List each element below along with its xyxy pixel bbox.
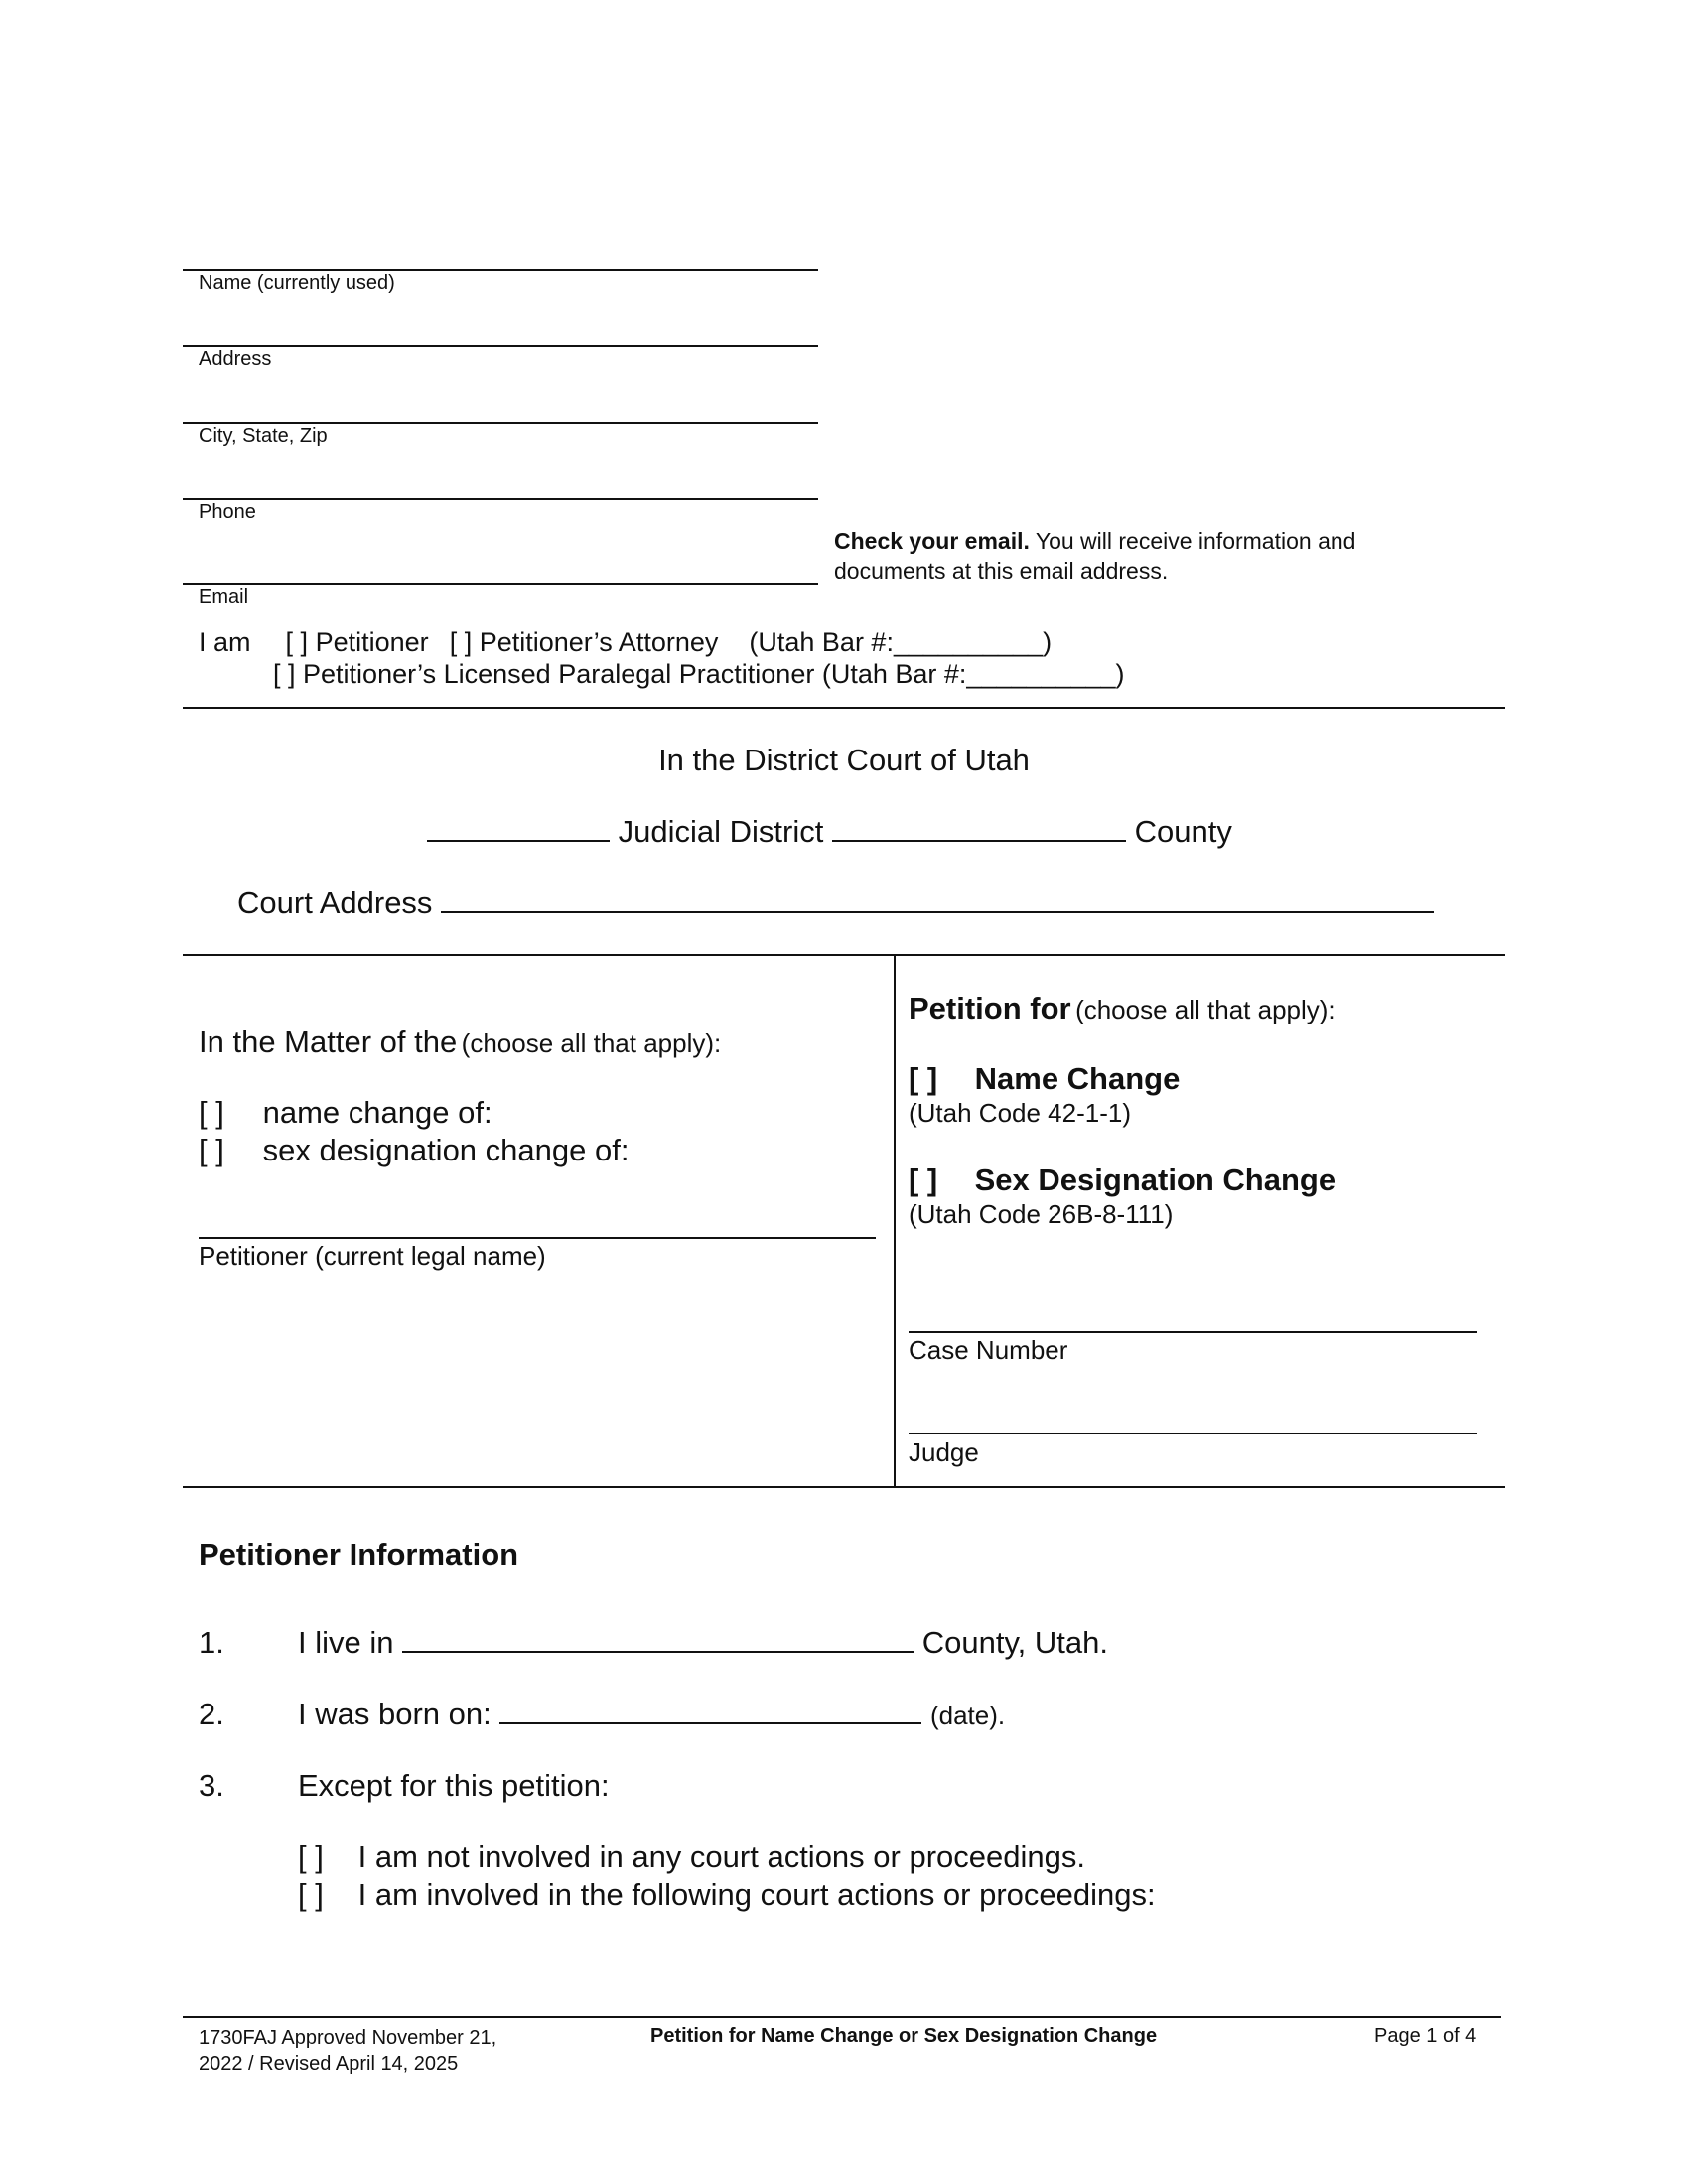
petitioner-name-label: Petitioner (current legal name) (199, 1241, 546, 1271)
involved-label: I am involved in the following court actions or proceedings: (357, 1877, 1156, 1912)
role-line-1 (199, 627, 1052, 658)
court-address-line (237, 886, 1434, 921)
name-change-option-label: name change of: (262, 1095, 492, 1130)
involved-option (298, 1877, 1156, 1913)
email-label: Email (199, 586, 249, 608)
petition-for-choose: (choose all that apply): (1075, 995, 1336, 1024)
sex-change-checkbox[interactable]: [ ] (199, 1133, 224, 1167)
phone-line[interactable] (183, 498, 818, 500)
matter-heading (199, 1024, 721, 1060)
phone-label: Phone (199, 501, 256, 523)
name-change-code: (Utah Code 42-1-1) (909, 1098, 1131, 1128)
county-blank[interactable] (832, 816, 1126, 842)
not-involved-label: I am not involved in any court actions or proceedings. (357, 1840, 1085, 1874)
section-heading: Petitioner Information (199, 1537, 519, 1571)
matter-label: In the Matter of the (199, 1024, 458, 1059)
item-1 (298, 1625, 1108, 1661)
email-notice (834, 526, 1450, 586)
court-address-blank[interactable] (441, 887, 1434, 913)
email-line[interactable] (183, 583, 818, 585)
county-label: County (1134, 814, 1232, 849)
item-2-pre: I was born on: (298, 1697, 492, 1731)
involved-checkbox[interactable]: [ ] (298, 1877, 324, 1912)
court-title: In the District Court of Utah (658, 743, 1030, 777)
birth-date-blank[interactable] (499, 1699, 921, 1724)
county-of-residence-blank[interactable] (402, 1627, 914, 1653)
name-change-checkbox[interactable]: [ ] (199, 1095, 224, 1130)
footer-line (183, 2016, 1501, 2018)
email-notice-text: You will receive information and documents at this email address. (834, 528, 1356, 584)
petition-for-label: Petition for (909, 991, 1071, 1025)
header-divider (183, 707, 1505, 709)
case-number-label: Case Number (909, 1335, 1068, 1365)
name-change-option (199, 1095, 492, 1131)
judge-line[interactable] (909, 1433, 1477, 1434)
not-involved-checkbox[interactable]: [ ] (298, 1840, 324, 1874)
petitioner-checkbox[interactable]: [ ] (285, 627, 309, 657)
city-line[interactable] (183, 422, 818, 424)
footer-page-number: Page 1 of 4 (1374, 2025, 1477, 2047)
footer-title: Petition for Name Change or Sex Designation Change (650, 2025, 1158, 2047)
sex-change-option-label: sex designation change of: (262, 1133, 630, 1167)
caption-divider (894, 955, 896, 1486)
district-blank[interactable] (427, 816, 610, 842)
item-2-post: (date). (929, 1701, 1006, 1730)
item-2 (298, 1697, 1005, 1732)
caption-top-line (183, 954, 1505, 956)
city-label: City, State, Zip (199, 425, 328, 447)
judge-label: Judge (909, 1437, 979, 1467)
address-line[interactable] (183, 345, 818, 347)
item-3-text: Except for this petition: (298, 1768, 610, 1803)
sex-change-code: (Utah Code 26B-8-111) (909, 1199, 1174, 1229)
attorney-bar-number[interactable]: (Utah Bar #:__________) (749, 627, 1053, 657)
footer-form-id-line2: 2022 / Revised April 14, 2025 (199, 2053, 459, 2075)
paralegal-role-label[interactable]: Petitioner’s Licensed Paralegal Practitioner (Utah Bar #:__________) (303, 659, 1125, 689)
petitioner-role-label: Petitioner (315, 627, 429, 657)
case-number-line[interactable] (909, 1331, 1477, 1333)
petitioner-name-line[interactable] (199, 1237, 876, 1239)
sex-change-option (199, 1133, 629, 1168)
item-1-post: County, Utah. (921, 1625, 1108, 1660)
attorney-checkbox[interactable]: [ ] (449, 627, 473, 657)
petition-for-heading (909, 991, 1336, 1026)
address-label: Address (199, 348, 272, 370)
name-label: Name (currently used) (199, 272, 395, 294)
footer-form-id-line1: 1730FAJ Approved November 21, (199, 2027, 497, 2049)
petition-name-change-checkbox[interactable]: [ ] (909, 1061, 938, 1096)
role-prefix: I am (199, 627, 251, 657)
item-2-number: 2. (199, 1697, 224, 1731)
email-notice-bold: Check your email. (834, 528, 1030, 554)
petition-name-change (909, 1061, 1180, 1097)
paralegal-checkbox[interactable]: [ ] (273, 659, 296, 689)
petition-sex-change-checkbox[interactable]: [ ] (909, 1162, 938, 1197)
petition-sex-change (909, 1162, 1336, 1198)
judicial-district-label: Judicial District (618, 814, 824, 849)
item-3-number: 3. (199, 1768, 224, 1803)
footer-form-id (199, 2025, 496, 2077)
court-address-label: Court Address (237, 886, 433, 920)
caption-bottom-line (183, 1486, 1505, 1488)
matter-choose: (choose all that apply): (461, 1028, 722, 1058)
district-line (427, 814, 1232, 850)
not-involved-option (298, 1840, 1085, 1875)
attorney-role-label: Petitioner’s Attorney (479, 627, 719, 657)
item-1-number: 1. (199, 1625, 224, 1660)
role-line-2 (273, 659, 1125, 690)
item-1-pre: I live in (298, 1625, 394, 1660)
petition-name-change-label: Name Change (974, 1061, 1181, 1096)
name-line[interactable] (183, 269, 818, 271)
petition-sex-change-label: Sex Designation Change (974, 1162, 1336, 1197)
